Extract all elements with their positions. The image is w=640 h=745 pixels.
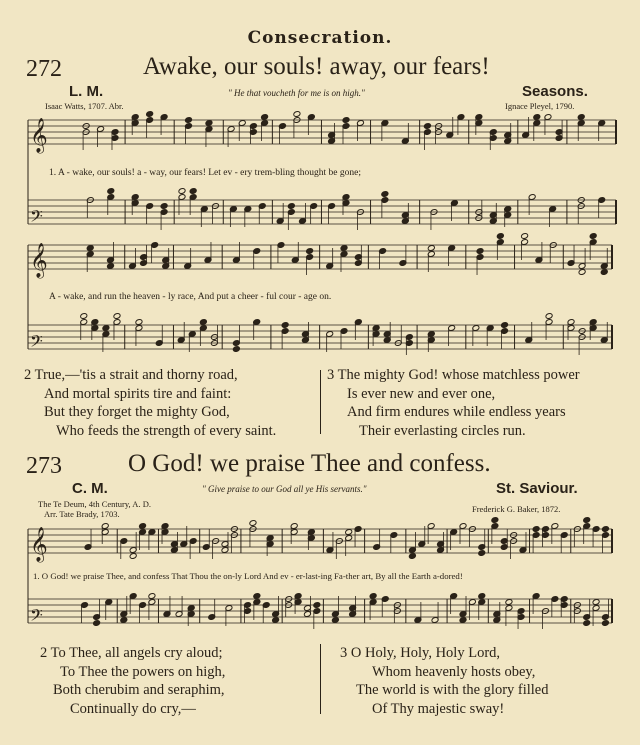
treble-clef: 𝄞 [30,527,48,562]
note-head [532,526,540,533]
bass-clef: 𝄢 [30,605,43,629]
note-head [120,617,128,624]
note-head [424,123,432,130]
bass-clef: 𝄢 [30,331,43,355]
note-head [478,593,486,600]
verse-line: Who feeds the strength of every saint. [56,422,277,439]
verse-line: The world is with the glory filled [356,682,549,698]
note-head [261,114,269,121]
note-head [459,617,467,624]
verse-line: Continually do cry,— [70,700,196,717]
hymn-number: 273 [26,453,62,479]
verse-line: To Thee the powers on high, [60,663,226,680]
note-head [381,191,389,198]
note-head [107,263,115,270]
note-head [232,346,240,353]
verse-line: And mortal spirits tire and faint: [44,385,232,402]
lyric-line: A - wake, and run the heaven - ly race, And put a cheer - ful cour - age on. [49,292,332,302]
note-head [107,188,115,195]
verse-line: Whom heavenly hosts obey, [372,663,536,680]
note-head [178,188,186,195]
note-head [185,117,193,124]
note-head [135,319,143,326]
hymn-title: Awake, our souls! away, our fears! [143,53,490,80]
note-head [478,550,486,557]
verse-line: Both cherubim and seraphim, [53,682,225,698]
note-head [578,269,586,276]
note-head [476,248,484,255]
note-head [129,553,137,560]
verse-line: And firm endures while endless years [347,404,566,420]
column-divider [320,370,321,434]
verse-line: Is ever new and ever one, [347,385,496,402]
hymn-title: O God! we praise Thee and confess. [128,450,491,477]
music-score [0,110,640,360]
verse-line: 2 To Thee, all angels cry aloud; [40,645,223,661]
column-divider [320,644,321,714]
note-head [93,620,101,627]
note-head [249,520,257,527]
treble-clef: 𝄞 [30,243,48,278]
verse-3 [327,366,580,440]
verse-line: Of Thy majestic sway! [372,700,505,717]
verse-line: Their everlasting circles run. [359,422,526,439]
note-head [272,617,280,624]
epigraph: " Give praise to our God all ye His servants." [202,484,367,494]
note-head [113,313,121,320]
note-head [583,620,591,627]
note-head [160,203,168,210]
author-credit: Arr. Tate Brady, 1703. [44,509,120,519]
tune-name: St. Saviour. [496,480,578,497]
note-head [592,599,600,606]
note-head [501,322,509,329]
note-head [583,517,591,524]
treble-clef: 𝄞 [30,118,48,153]
note-head [148,593,156,600]
note-head [342,117,350,124]
note-head [345,529,353,536]
verse-line: 3 The mighty God! whose matchless power [327,367,580,383]
note-head [496,233,504,240]
note-head [253,593,261,600]
note-head [139,523,147,530]
note-head [505,599,513,606]
hymn-number: 272 [26,56,62,82]
lyric-line: 1. A - wake, our souls! a - way, our fears! Let ev - ery trem-bling thought be gone; [49,168,362,178]
author-credit: Isaac Watts, 1707. Abr. [45,101,124,111]
note-head [281,322,289,329]
note-head [577,114,585,121]
note-head [533,114,541,121]
note-head [602,620,610,627]
hymn-meter: L. M. [69,83,104,100]
note-head [306,248,314,255]
section-title: Consecration. [247,28,393,48]
note-head [602,526,610,533]
composer-credit: Ignace Pleyel, 1790. [505,101,575,111]
tune-name: Seasons. [522,83,588,100]
note-head [545,313,553,320]
note-head [600,269,608,276]
note-head [491,517,499,524]
note-head [589,233,597,240]
note-head [287,203,295,210]
composer-credit: Frederick G. Baker, 1872. [472,504,561,514]
verse-line: 3 O Holy, Holy, Holy Lord, [340,645,501,661]
note-head [86,245,94,252]
author-credit: The Te Deum, 4th Century, A. D. [38,499,151,509]
bass-clef: 𝄢 [30,206,43,230]
epigraph: " He that voucheth for me is on high." [228,88,365,98]
note-head [331,617,339,624]
note-head [313,602,321,609]
note-head [80,313,88,320]
note-head [340,245,348,252]
verse-2 [40,644,225,718]
note-head [205,120,213,127]
verse-2 [24,366,276,440]
note-head [369,593,377,600]
note-head [293,111,301,118]
note-head [102,325,110,332]
note-head [199,319,207,326]
note-head [521,233,529,240]
verse-3 [340,644,549,718]
note-head [427,245,435,252]
note-head [146,111,154,118]
note-head [408,553,416,560]
note-head [189,188,197,195]
hymn-meter: C. M. [72,480,108,497]
verse-line: 2 True,—'tis a strait and thorny road, [24,367,238,383]
verse-line: But they forget the mighty God, [44,404,230,420]
lyric-line: 1. O God! we praise Thee, and confess That Thou the on-ly Lord And ev - er-last-ing Fa-ther art, By all the Earth a-dored! [33,571,463,581]
